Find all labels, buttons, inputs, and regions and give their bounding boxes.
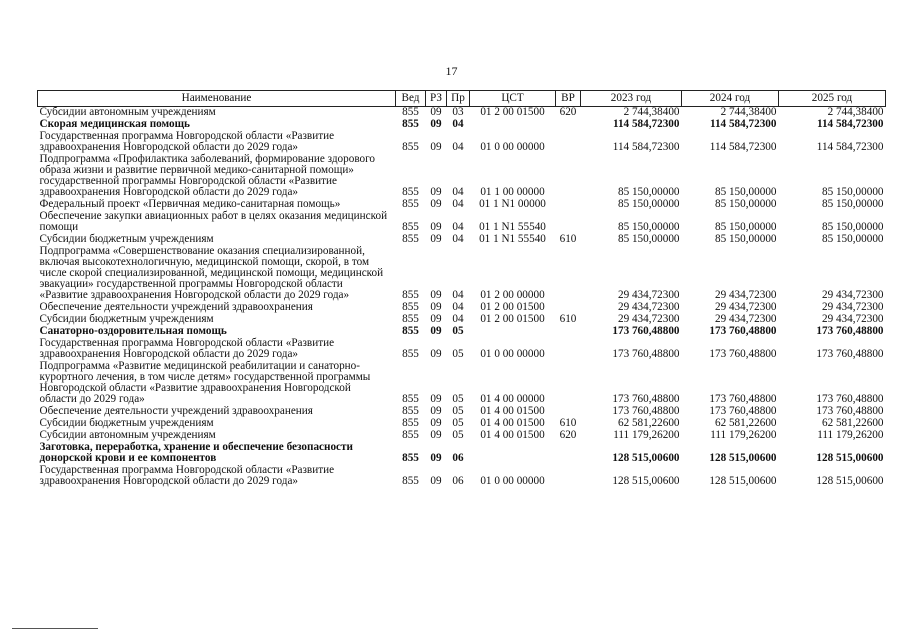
row-cst: 01 2 00 01500	[480, 313, 545, 325]
row-amount-2023: 29 434,72300	[617, 289, 680, 301]
row-name: Заготовка, переработка, хранение и обеспечение безопасности донорской крови и ее компонентов	[39, 441, 353, 464]
row-amount-2024: 29 434,72300	[714, 301, 777, 313]
row-cst: 01 2 00 01500	[480, 301, 545, 313]
row-amount-2023: 114 584,72300	[612, 141, 680, 153]
row-pr: 03	[452, 106, 464, 118]
row-ved: 855	[402, 417, 419, 429]
row-vr: 610	[559, 417, 577, 429]
row-name: Подпрограмма «Совершенствование оказания специализированной, включая высокотехнологичную, медицинской помощи, скорой, в том числе скорой специализированной, медицинской помощи, медицинской эвакуации» государственной программы Новгородской области «Развитие здравоохранения Новгородской области до 2029 года»	[39, 245, 384, 301]
row-ved: 855	[402, 221, 419, 233]
row-amount-2023: 114 584,72300	[612, 118, 680, 130]
row-name: Федеральный проект «Первичная медико-санитарная помощь»	[39, 198, 341, 210]
row-ved: 855	[402, 393, 419, 405]
row-cst: 01 1 N1 00000	[479, 198, 546, 210]
row-rz: 09	[430, 106, 442, 118]
row-amount-2025: 85 150,00000	[821, 233, 884, 245]
row-amount-2023: 85 150,00000	[617, 233, 680, 245]
row-vr: 610	[559, 233, 577, 245]
row-pr: 04	[452, 141, 464, 153]
row-pr: 06	[452, 452, 464, 464]
header-cst: ЦСТ	[470, 91, 556, 107]
row-rz: 09	[430, 221, 442, 233]
row-amount-2025: 128 515,00600	[816, 452, 884, 464]
row-cst	[470, 119, 556, 131]
row-cst	[470, 442, 556, 465]
row-amount-2025: 114 584,72300	[816, 141, 884, 153]
row-rz: 09	[430, 186, 442, 198]
table-header-row	[38, 91, 886, 107]
row-rz: 09	[430, 301, 442, 313]
table-row	[38, 442, 886, 465]
row-amount-2024: 85 150,00000	[714, 221, 777, 233]
row-amount-2025: 128 515,00600	[816, 475, 884, 487]
page-number: 17	[445, 64, 458, 78]
row-amount-2024: 173 760,48800	[709, 348, 777, 360]
row-amount-2024: 85 150,00000	[714, 233, 777, 245]
row-rz: 09	[430, 198, 442, 210]
row-ved: 855	[402, 233, 419, 245]
row-ved: 855	[402, 141, 419, 153]
row-name: Государственная программа Новгородской области «Развитие здравоохранения Новгородской области до 2029 года»	[39, 464, 335, 487]
row-vr	[556, 246, 581, 302]
row-amount-2024: 173 760,48800	[709, 393, 777, 405]
row-amount-2023: 62 581,22600	[617, 417, 680, 429]
row-amount-2024: 111 179,26200	[710, 429, 777, 441]
row-amount-2025: 111 179,26200	[817, 429, 884, 441]
row-amount-2024: 29 434,72300	[714, 313, 777, 325]
row-name: Субсидии бюджетным учреждениям	[39, 417, 214, 429]
row-cst: 01 1 N1 55540	[479, 233, 546, 245]
row-pr: 04	[452, 221, 464, 233]
row-amount-2024: 85 150,00000	[714, 186, 777, 198]
row-vr	[556, 465, 581, 488]
row-cst: 01 1 00 00000	[480, 186, 545, 198]
row-cst: 01 2 00 00000	[480, 289, 545, 301]
row-pr: 04	[452, 301, 464, 313]
row-amount-2025: 29 434,72300	[821, 301, 884, 313]
table-body	[38, 107, 886, 489]
row-amount-2025: 173 760,48800	[816, 325, 884, 337]
row-ved: 855	[402, 289, 419, 301]
row-pr: 04	[452, 233, 464, 245]
row-amount-2025: 62 581,22600	[821, 417, 884, 429]
row-ved: 855	[402, 325, 419, 337]
row-rz: 09	[430, 289, 442, 301]
row-ved: 855	[402, 186, 419, 198]
row-name: Субсидии автономным учреждениям	[39, 429, 216, 441]
table-row	[38, 465, 886, 488]
row-vr	[556, 326, 581, 338]
row-amount-2025: 173 760,48800	[816, 393, 884, 405]
row-amount-2024: 128 515,00600	[709, 475, 777, 487]
header-name: Наименование	[38, 91, 396, 107]
row-name: Обеспечение деятельности учреждений здравоохранения	[39, 301, 313, 313]
table-row	[38, 211, 886, 234]
row-name: Подпрограмма «Профилактика заболеваний, формирование здорового образа жизни и развитие первичной медико-санитарной помощи» государственной программы Новгородской области «Развитие здравоохранения Новгородской области до 2029 года»	[39, 153, 376, 198]
row-pr: 05	[452, 393, 464, 405]
table-row	[38, 154, 886, 199]
row-pr: 06	[452, 475, 464, 487]
row-amount-2023: 85 150,00000	[617, 198, 680, 210]
row-ved: 855	[402, 301, 419, 313]
header-2023: 2023 год	[581, 91, 682, 107]
row-ved: 855	[402, 429, 419, 441]
row-name: Субсидии бюджетным учреждениям	[39, 233, 214, 245]
row-amount-2023: 173 760,48800	[612, 393, 680, 405]
row-ved: 855	[402, 452, 419, 464]
row-amount-2025: 85 150,00000	[821, 221, 884, 233]
row-amount-2024: 128 515,00600	[709, 452, 777, 464]
row-amount-2025: 29 434,72300	[821, 313, 884, 325]
row-amount-2023: 111 179,26200	[613, 429, 680, 441]
header-ved: Вед	[396, 91, 426, 107]
row-rz: 09	[430, 417, 442, 429]
header-2025: 2025 год	[779, 91, 886, 107]
row-pr: 04	[452, 313, 464, 325]
row-amount-2024: 29 434,72300	[714, 289, 777, 301]
row-rz: 09	[430, 393, 442, 405]
header-2024: 2024 год	[682, 91, 779, 107]
row-cst: 01 4 00 01500	[480, 417, 545, 429]
row-amount-2024: 114 584,72300	[709, 141, 777, 153]
row-rz: 09	[430, 452, 442, 464]
table-row	[38, 338, 886, 361]
row-name: Субсидии автономным учреждениям	[39, 106, 216, 118]
table-row	[38, 131, 886, 154]
table-row	[38, 361, 886, 406]
row-name: Санаторно-оздоровительная помощь	[39, 325, 227, 337]
row-cst: 01 4 00 01500	[480, 429, 545, 441]
row-vr	[556, 211, 581, 234]
row-pr: 05	[452, 325, 464, 337]
row-cst	[470, 326, 556, 338]
row-cst: 01 1 N1 55540	[479, 221, 546, 233]
row-rz: 09	[430, 233, 442, 245]
row-amount-2023: 29 434,72300	[617, 313, 680, 325]
row-cst: 01 4 00 01500	[480, 405, 545, 417]
footnote-divider	[12, 628, 98, 629]
row-pr: 05	[452, 417, 464, 429]
row-vr	[556, 154, 581, 199]
row-amount-2023: 128 515,00600	[612, 475, 680, 487]
row-cst: 01 2 00 01500	[480, 106, 545, 118]
row-cst: 01 0 00 00000	[480, 475, 545, 487]
row-rz: 09	[430, 118, 442, 130]
row-amount-2025: 173 760,48800	[816, 405, 884, 417]
header-pr: Пр	[447, 91, 470, 107]
row-vr	[556, 131, 581, 154]
row-amount-2024: 114 584,72300	[709, 118, 777, 130]
row-rz: 09	[430, 475, 442, 487]
row-ved: 855	[402, 118, 419, 130]
row-amount-2024: 85 150,00000	[714, 198, 777, 210]
row-amount-2023: 2 744,38400	[623, 106, 680, 118]
row-vr	[556, 361, 581, 406]
row-amount-2023: 173 760,48800	[612, 325, 680, 337]
row-vr	[556, 119, 581, 131]
row-ved: 855	[402, 198, 419, 210]
row-amount-2025: 173 760,48800	[816, 348, 884, 360]
row-name: Обеспечение закупки авиационных работ в целях оказания медицинской помощи	[39, 210, 388, 233]
row-amount-2024: 62 581,22600	[714, 417, 777, 429]
row-amount-2025: 29 434,72300	[821, 289, 884, 301]
row-amount-2025: 85 150,00000	[821, 186, 884, 198]
row-pr: 05	[452, 348, 464, 360]
header-rz: РЗ	[426, 91, 447, 107]
row-pr: 04	[452, 186, 464, 198]
row-rz: 09	[430, 325, 442, 337]
header-vr: ВР	[556, 91, 581, 107]
row-cst: 01 4 00 00000	[480, 393, 545, 405]
row-rz: 09	[430, 429, 442, 441]
row-cst: 01 0 00 00000	[480, 348, 545, 360]
row-amount-2023: 173 760,48800	[612, 348, 680, 360]
row-pr: 04	[452, 118, 464, 130]
row-amount-2025: 114 584,72300	[816, 118, 884, 130]
row-amount-2023: 85 150,00000	[617, 221, 680, 233]
row-pr: 05	[452, 405, 464, 417]
row-amount-2024: 2 744,38400	[720, 106, 777, 118]
row-name: Скорая медицинская помощь	[39, 118, 190, 130]
row-vr: 620	[559, 429, 577, 441]
row-ved: 855	[402, 475, 419, 487]
row-vr: 620	[559, 106, 577, 118]
row-name: Государственная программа Новгородской области «Развитие здравоохранения Новгородской области до 2029 года»	[39, 130, 335, 153]
row-rz: 09	[430, 141, 442, 153]
row-name: Подпрограмма «Развитие медицинской реабилитации и санаторно-курортного лечения, в том числе детям» государственной программы Новгородской области «Развитие здравоохранения Новгородской области до 2029 года»	[39, 360, 371, 405]
row-amount-2025: 85 150,00000	[821, 198, 884, 210]
row-vr	[556, 199, 581, 211]
budget-table	[37, 90, 886, 488]
row-amount-2024: 173 760,48800	[709, 325, 777, 337]
row-amount-2024: 173 760,48800	[709, 405, 777, 417]
row-ved: 855	[402, 405, 419, 417]
row-ved: 855	[402, 106, 419, 118]
row-vr	[556, 338, 581, 361]
row-amount-2023: 128 515,00600	[612, 452, 680, 464]
table-row	[38, 246, 886, 302]
row-pr: 04	[452, 289, 464, 301]
row-ved: 855	[402, 348, 419, 360]
row-amount-2025: 2 744,38400	[827, 106, 884, 118]
row-rz: 09	[430, 348, 442, 360]
row-rz: 09	[430, 405, 442, 417]
row-pr: 05	[452, 429, 464, 441]
row-vr: 610	[559, 313, 577, 325]
row-amount-2023: 173 760,48800	[612, 405, 680, 417]
row-amount-2023: 85 150,00000	[617, 186, 680, 198]
row-ved: 855	[402, 313, 419, 325]
row-name: Субсидии бюджетным учреждениям	[39, 313, 214, 325]
row-rz: 09	[430, 313, 442, 325]
row-amount-2023: 29 434,72300	[617, 301, 680, 313]
row-name: Государственная программа Новгородской области «Развитие здравоохранения Новгородской области до 2029 года»	[39, 337, 335, 360]
row-cst: 01 0 00 00000	[480, 141, 545, 153]
row-name: Обеспечение деятельности учреждений здравоохранения	[39, 405, 313, 417]
row-pr: 04	[452, 198, 464, 210]
row-vr	[556, 442, 581, 465]
